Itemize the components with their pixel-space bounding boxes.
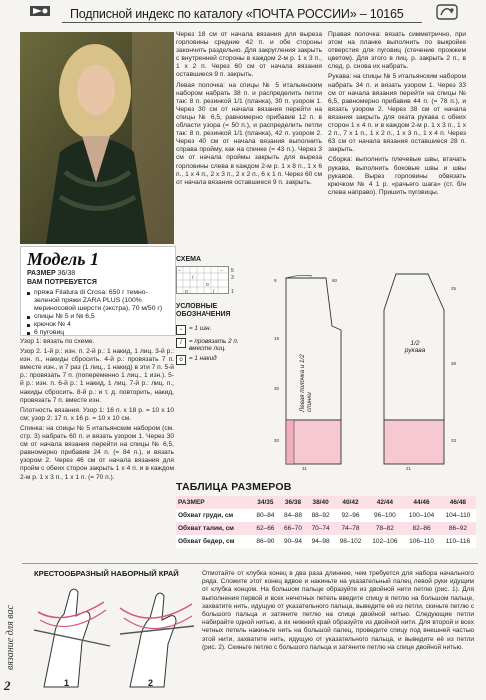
- table-header-cell: 40/42: [342, 499, 359, 506]
- size-table-title: ТАБЛИЦА РАЗМЕРОВ: [176, 481, 292, 493]
- svg-text:/: /: [192, 275, 194, 281]
- purl-symbol-icon: −: [176, 325, 186, 335]
- svg-text:o: o: [206, 282, 209, 288]
- svg-text:19: 19: [274, 336, 280, 341]
- table-cell: 70–74: [311, 525, 330, 532]
- table-cell: 92–96: [341, 512, 360, 519]
- table-cell: 110–116: [445, 538, 471, 545]
- legend-title: УСЛОВНЫЕ ОБОЗНАЧЕНИЯ: [176, 303, 231, 318]
- assembly-text: Сборка: выполнить плечевые швы, втачать рукава, выполнить боковые швы и швы рукавов. Вырез горловины обвязать крючком № 4 1 р. «рачьего шага» (ст. б/н слева направо). Пришить пуговицы.: [328, 156, 466, 196]
- figure-number: 1: [64, 678, 70, 688]
- svg-text:3: 3: [231, 275, 234, 281]
- model-info-box: [20, 246, 176, 336]
- density-text: Плотность вязания. Узор 1: 16 п. x 18 р. = 10 x 10 см; узор 2: 17 п. x 16 р. = 10 x 10 см.: [20, 406, 174, 422]
- table-header-cell: 46/48: [449, 499, 467, 506]
- legend-item: [176, 338, 243, 352]
- materials-item: спицы № 5 и № 6,5: [25, 313, 171, 321]
- table-cell: Обхват талии, см: [178, 525, 234, 532]
- page-header: [0, 0, 486, 28]
- side-label: вязание для вас: [5, 605, 16, 670]
- scissors-icon: [30, 4, 50, 18]
- hand-illustration-1: [34, 582, 112, 692]
- page-side-marker: [2, 560, 18, 700]
- svg-text:21: 21: [406, 466, 412, 471]
- table-row: [176, 509, 476, 522]
- table-header-cell: 36/38: [284, 499, 302, 506]
- pattern-chart: [176, 266, 242, 294]
- table-header-cell: 34/35: [257, 499, 274, 506]
- table-row: [176, 522, 476, 535]
- cast-on-section: [22, 563, 478, 699]
- spinka-text: Спинка: на спицы № 5 итальянским набором (см. стр. 3) набрать 60 п. и вязать узором 1. Через 30 см от начала вязания перейти на спицы № 6,5, равномерно прибавив 24 п. (= 84 п.), и вязать узором 2. Через 46 см от начала вязания для пройм с обеих сторон закрыть 1 x 4 п. и в каждом 2-м р. 1 x 3 п., 1 x 1 п. (= 70 п.).: [20, 424, 174, 481]
- svg-text:−: −: [220, 268, 223, 274]
- table-header-cell: 44/46: [413, 499, 430, 506]
- table-cell: 86–92: [448, 525, 467, 532]
- shelf-outline: [286, 278, 341, 420]
- svg-text:25: 25: [451, 286, 457, 291]
- yarn-over-symbol-icon: o: [176, 355, 186, 365]
- table-cell: 74–78: [341, 525, 360, 532]
- svg-text:60: 60: [332, 278, 338, 283]
- schema-title: СХЕМА: [176, 256, 202, 263]
- table-cell: 100–104: [408, 512, 435, 519]
- sleeve-label: 1/2 рукава: [404, 340, 426, 354]
- table-row: [176, 535, 476, 548]
- need-label: ВАМ ПОТРЕБУЕТСЯ: [27, 279, 97, 286]
- materials-list: [25, 289, 171, 337]
- size-table-grid: [176, 496, 476, 548]
- size-label: РАЗМЕР: [27, 270, 56, 277]
- table-cell: 94–98: [311, 538, 330, 545]
- svg-text:38: 38: [451, 361, 457, 366]
- table-cell: 98–102: [339, 538, 362, 545]
- table-cell: 86–90: [256, 538, 275, 545]
- instructions-column-1: [20, 338, 174, 482]
- table-cell: 106–110: [409, 538, 434, 545]
- table-cell: Обхват груди, см: [178, 512, 234, 519]
- table-header-cell: 42/44: [376, 499, 394, 506]
- table-cell: 82–86: [412, 525, 431, 532]
- legend-item-label: = 1 изн.: [189, 325, 212, 332]
- legend-item-label: = провязать 2 п. вместе лиц.: [189, 338, 239, 352]
- legend-item: [176, 325, 243, 335]
- table-cell: Обхват бедер, см: [178, 538, 235, 545]
- table-cell: 104–110: [445, 512, 471, 519]
- uzor2-text: Узор 2. 1-й р.: изн. п. 2-й р.: 1 накид, 1 лиц. 3-й р.: изн. п., накиды сбросить. 4-й р.: провязать 7 п. вместе изн., и 7 раз (1 лиц., 1 накид) в эти 7 п. 5-й р.: провязать 7 п. (попеременно 1 лиц., 1 изн.). 5-й р.: изн. п. 6-й р.: 1 накид, 1 лиц. 7-й р.: лиц. п., накиды сбросить. 8-й р.: и т. д. повторить, накид, провязать 7 п. вместе изн.: [20, 348, 174, 404]
- svg-text:31: 31: [302, 466, 308, 471]
- hand-illustration-2: [118, 582, 196, 692]
- materials-item: 6 пуговиц: [25, 329, 171, 337]
- right-shelf-text: Правая полочка: вязать симметрично, при этом на планке выполнить по выкройке отверстия для пуговиц (стечение прожжем цветом). Для этого в лиц. р. закрыть 2 п., в след. р. снова их набрать.: [328, 31, 466, 71]
- svg-text:o: o: [185, 289, 188, 294]
- table-cell: 66–70: [283, 525, 303, 532]
- table-cell: 78–82: [375, 525, 394, 532]
- model-title: Модель 1: [27, 249, 99, 269]
- figure-number: 2: [148, 678, 154, 688]
- size-line: [27, 270, 75, 277]
- logo-icon: [436, 4, 458, 20]
- svg-text:5: 5: [231, 268, 234, 274]
- svg-text:−: −: [178, 268, 181, 274]
- page-number: 2: [4, 678, 11, 693]
- materials-item: крючок № 4: [25, 321, 171, 329]
- instructions-column-2: [176, 31, 322, 187]
- model-photo: [20, 32, 174, 244]
- spinka-continuation-text: Через 18 см от начала вязания для выреза горловины средние 42 п. и обе стороны закончить раздельно. Для закругления закрыть с внутренней стороны в каждом 2-м р. 1 x 3 п., 1 x 2 п. Через 60 см от начала вязания оставшиеся 9 п. закрыть.: [176, 31, 322, 79]
- legend-item: [176, 355, 243, 365]
- legend-item-label: = 1 накид: [189, 355, 217, 362]
- header-rule: [62, 22, 422, 23]
- svg-text:33: 33: [451, 438, 457, 443]
- size-table: [176, 481, 476, 548]
- svg-text:30: 30: [274, 438, 280, 443]
- table-cell: 88–92: [311, 512, 330, 519]
- cast-on-text: Отмотайте от клубка конец в два раза длиннее, чем требуется для набора начального ряда. Сложите этот конец вдвое и накиньте на указательный палец левой руки идущим от клубка концом. На большом пальце образуйте из двойной нити петлю (рис. 1). Для выполнения первой и всех нечетных петель введите спицу в петлю на большом пальце, захватите нить, идущую от указательного пальца, выведите её из петли, скиньте петлю с большого пальца и затяните петлю на спице двойной нитью. Следующие петли набирайте одной нитью, а их нижний край образуйте из двойной нити. Для второй и всех четных петель накиньте нить на большой палец, проведите спицу под внешней частью этой нити, захватите нить, идущую от указательного пальца, и выведите её из петли (рис. 2). Скиньте петлю с большого пальца и затяните петлю на спице двойной нитью.: [202, 570, 474, 651]
- shelf-label: Левая полочка и 1/2 спинки: [299, 354, 313, 412]
- materials-item: пряжа Filatura di Crosa: 650 г темно-зеленой пряжи ZARA PLUS (100% мериносовой шерсти (экстра), 70 м/50 г): [25, 289, 171, 313]
- svg-text:/: /: [213, 289, 215, 294]
- schema-drawing: [246, 270, 478, 474]
- table-cell: 62–66: [256, 525, 275, 532]
- legend: [176, 303, 243, 365]
- size-value: 36/38: [57, 270, 76, 277]
- svg-text:9: 9: [274, 278, 277, 283]
- table-cell: 96–100: [374, 512, 396, 519]
- svg-text:30: 30: [274, 386, 280, 391]
- table-header-row: [176, 496, 476, 509]
- table-cell: 80–84: [256, 512, 275, 519]
- table-header-cell: РАЗМЕР: [178, 499, 205, 506]
- cast-on-title: КРЕСТООБРАЗНЫЙ НАБОРНЫЙ КРАЙ: [34, 569, 179, 578]
- table-cell: 90–94: [283, 538, 303, 545]
- table-header-cell: 38/40: [312, 499, 329, 506]
- k2tog-symbol-icon: /: [176, 338, 186, 348]
- instructions-column-3: [328, 31, 466, 197]
- table-cell: 84–88: [283, 512, 303, 519]
- svg-text:1: 1: [231, 289, 234, 294]
- sleeves-text: Рукава: на спицы № 5 итальянским набором набрать 34 п. и вязать узором 1. Через 33 см от начала вязания перейти на спицы № 6,5, равномерно прибавив 44 п. (= 78 п.), и вязать узором 2. Через 38 см от начала вязания закрыть для оката рукава с обеих сторон 1 x 4 п. и в каждом 2-м р. 1 x 3 п., 1 x 2 п., 7 x 1 п., 1 x 2 п., 1 x 3 п., 1 x 4 п. Через 63 см от начала вязания оставшиеся 28 п. закрыть.: [328, 73, 466, 154]
- table-cell: 102–106: [372, 538, 398, 545]
- uzor1-text: Узор 1: вязать по схеме.: [20, 338, 95, 345]
- header-subscription-text: Подписной индекс по каталогу «ПОЧТА РОССИИ» – 10165: [70, 7, 404, 21]
- left-shelf-text: Левая полочка: на спицы № 5 итальянским набором набрать 38 п. и распределить петли так: 8 п. резинкой 1/1 (планка), 30 п. узором 1. Через 30 см от начала вязания перейти на спицы № 6,5, равномерно прибавив 12 п. в области узора (= 50 п.), и распределить петли так: 8 п. резинкой 1/1 (планка), 42 п. узором 2. Через 40 см от начала вязания выполнить справа пройму, как на спинке (= 43 п.). Через 3 см от начала проймы закрыть для выреза горловины слева в каждом 2-м р. 1 x 8 п., 1 x 6 п., 1 x 4 п., 2 x 3 п., 2 x 2 п., 6 x 1 п. Через 60 см от начала вязания оставшиеся 9 п. закрыть.: [176, 81, 322, 186]
